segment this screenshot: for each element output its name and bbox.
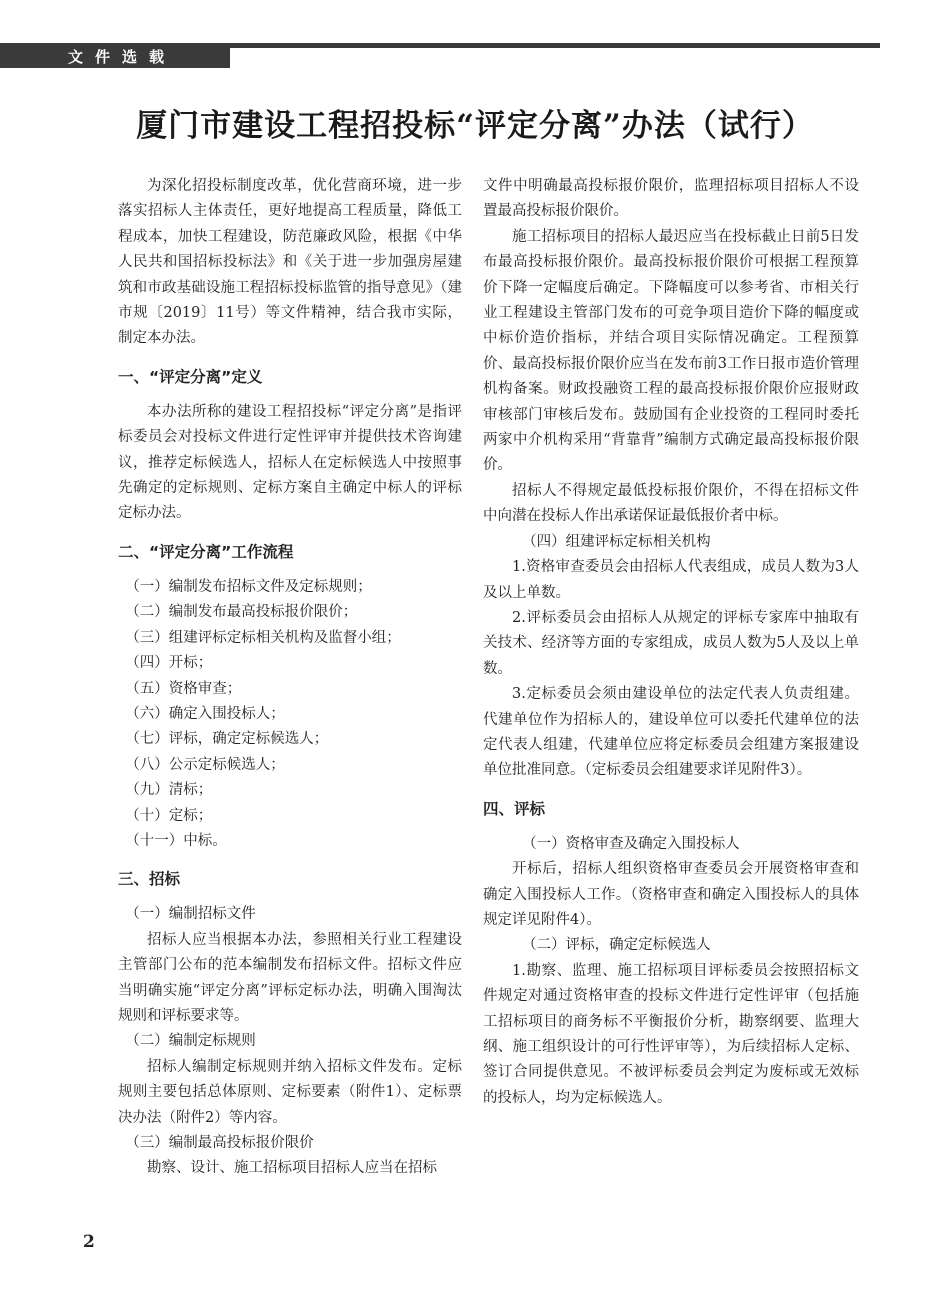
process-step: （三）组建评标定标相关机构及监督小组； xyxy=(125,629,401,646)
subheading: （二）编制定标规则 xyxy=(125,1033,256,1050)
subheading: （一）编制招标文件 xyxy=(125,906,256,923)
page-title: 厦门市建设工程招投标“评定分离”办法（试行） xyxy=(136,108,814,144)
section-label: 文件选载 xyxy=(0,46,230,68)
process-step: （九）清标； xyxy=(125,782,213,799)
paragraph: 2.评标委员会由招标人从规定的评标专家库中抽取有关技术、经济等方面的专家组成，成员人数为5人及以上单数。 xyxy=(483,609,859,677)
process-step: （五）资格审查； xyxy=(125,680,242,697)
subheading: （二）评标，确定定标候选人 xyxy=(522,937,711,954)
right-column xyxy=(483,174,859,1111)
process-step: （一）编制发布招标文件及定标规则； xyxy=(125,578,372,595)
paragraph: 文件中明确最高投标报价限价，监理招标项目招标人不设置最高投标报价限价。 xyxy=(483,178,859,220)
process-step: （八）公示定标候选人； xyxy=(125,756,285,773)
process-step: （六）确定入围投标人； xyxy=(125,705,285,722)
section-heading-4: 四、评标 xyxy=(483,799,546,818)
process-step: （四）开标； xyxy=(125,655,213,672)
paragraph: 1.勘察、监理、施工招标项目评标委员会按照招标文件规定对通过资格审查的投标文件进行定性评审（包括施工招标项目的商务标不平衡报价分析，勘察纲要、监理大纲、施工组织设计的可行性评审等），为后续招标人定标、签订合同提供意见。不被评标委员会判定为废标或无效标的投标人，均为定标候选人。 xyxy=(483,962,859,1106)
paragraph: 1.资格审查委员会由招标人代表组成，成员人数为3人及以上单数。 xyxy=(483,559,859,601)
paragraph: 招标人不得规定最低投标报价限价，不得在招标文件中向潜在投标人作出承诺保证最低报价者中标。 xyxy=(483,482,859,525)
subheading: （四）组建评标定标相关机构 xyxy=(522,533,711,550)
page-number: 2 xyxy=(83,1232,95,1252)
paragraph: 开标后，招标人组织资格审查委员会开展资格审查和确定入围投标人工作。（资格审查和确定入围投标人的具体规定详见附件4）。 xyxy=(483,861,859,928)
paragraph: 3.定标委员会须由建设单位的法定代表人负责组建。代建单位作为招标人的，建设单位可以委托代建单位的法定代表人组建，代建单位应将定标委员会组建方案报建设单位批准同意。（定标委员会组建要求详见附件3）。 xyxy=(483,686,859,779)
definition-paragraph: 本办法所称的建设工程招投标“评定分离”是指评标委员会对投标文件进行定性评审并提供技术咨询建议，推荐定标候选人，招标人在定标候选人中按照事先确定的定标规则、定标方案自主确定中标人的评标定标办法。 xyxy=(118,403,462,522)
subheading: （一）资格审查及确定入围投标人 xyxy=(522,835,740,852)
process-step: （十一）中标。 xyxy=(125,832,227,849)
process-step: （十）定标； xyxy=(125,807,213,824)
section-heading-2: 二、“评定分离”工作流程 xyxy=(118,542,294,561)
paragraph: 施工招标项目的招标人最迟应当在投标截止日前5日发布最高投标报价限价。最高投标报价限价可根据工程预算价下降一定幅度后确定。下降幅度可以参考省、市相关行业工程建设主管部门发布的可竞争项目造价下降的幅度或中标价造价指标，并结合项目实际情况确定。工程预算价、最高投标报价限价应当在发布前3工作日报市造价管理机构备案。财政投融资工程的最高投标报价限价应报财政审核部门审核后发布。鼓励国有企业投资的工程同时委托两家中介机构采用“背靠背”编制方式确定最高投标报价限价。 xyxy=(483,228,859,474)
section-heading-1: 一、“评定分离”定义 xyxy=(118,367,263,386)
process-step: （二）编制发布最高投标报价限价； xyxy=(125,604,358,621)
section-heading-3: 三、招标 xyxy=(118,870,181,889)
subheading: （三）编制最高投标报价限价 xyxy=(125,1135,314,1151)
paragraph: 招标人应当根据本办法，参照相关行业工程建设主管部门公布的范本编制发布招标文件。招标文件应当明确实施“评定分离”评标定标办法，明确入围淘汰规则和评标要求等。 xyxy=(118,931,462,1024)
paragraph: 勘察、设计、施工招标项目招标人应当在招标 xyxy=(147,1160,437,1177)
left-column xyxy=(118,174,462,1182)
process-step: （七）评标，确定定标候选人； xyxy=(125,731,329,748)
paragraph: 招标人编制定标规则并纳入招标文件发布。定标规则主要包括总体原则、定标要素（附件1）、定标票决办法（附件2）等内容。 xyxy=(118,1058,462,1126)
intro-paragraph: 为深化招投标制度改革，优化营商环境，进一步落实招标人主体责任，更好地提高工程质量，降低工程成本，加快工程建设，防范廉政风险，根据《中华人民共和国招标投标法》和《关于进一步加强房屋建筑和市政基础设施工程招标投标监管的指导意见》（建市规〔2019〕11号）等文件精神，结合我市实际，制定本办法。 xyxy=(118,178,462,347)
